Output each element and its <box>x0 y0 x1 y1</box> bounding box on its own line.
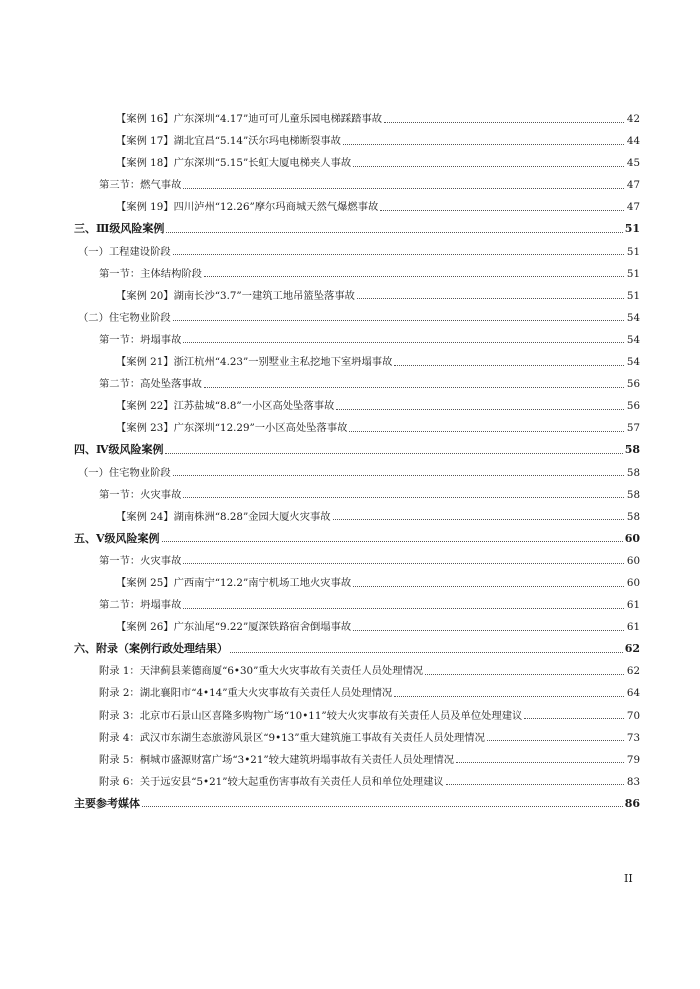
toc-entry-title: 第二节：坍塌事故 <box>99 599 182 612</box>
toc-entry[interactable] <box>74 506 640 528</box>
dot-leader <box>173 475 624 476</box>
dot-leader <box>394 696 624 697</box>
toc-entry[interactable] <box>74 329 640 351</box>
dot-leader <box>353 586 624 587</box>
toc-entry[interactable] <box>74 727 640 749</box>
toc-entry[interactable] <box>74 705 640 727</box>
toc-entry-page: 58 <box>624 443 640 457</box>
toc-entry-page: 42 <box>626 113 640 125</box>
toc-entry[interactable] <box>74 263 640 285</box>
dot-leader <box>456 762 624 763</box>
toc-entry-title: 【案例 24】湖南株洲“8.28”金园大厦火灾事故 <box>116 510 331 523</box>
toc-entry-title: 附录 6：关于远安县“5•21”较大起重伤害事故有关责任人员和单位处理建议 <box>99 775 444 788</box>
toc-entry-title: 第一节：火灾事故 <box>99 554 182 567</box>
toc-entry-page: 51 <box>626 245 640 258</box>
toc-entry[interactable] <box>74 771 640 793</box>
toc-entry-title: 【案例 16】广东深圳“4.17”迪可可儿童乐园电梯踩踏事故 <box>116 113 383 125</box>
toc-entry-page: 86 <box>624 796 640 810</box>
dot-leader <box>173 254 624 255</box>
toc-entry[interactable] <box>74 439 640 461</box>
toc-entry[interactable] <box>74 108 640 130</box>
page-number: II <box>624 872 633 885</box>
dot-leader <box>336 409 624 410</box>
toc-entry-page: 51 <box>624 222 640 236</box>
toc-entry[interactable] <box>74 594 640 616</box>
dot-leader <box>230 652 623 653</box>
dot-leader <box>162 541 623 542</box>
toc-entry-title: 【案例 21】浙江杭州“4.23”一别墅业主私挖地下室坍塌事故 <box>116 356 393 369</box>
toc-entry[interactable] <box>74 616 640 638</box>
toc-entry[interactable] <box>74 307 640 329</box>
dot-leader <box>183 563 624 564</box>
toc-entry-page: 51 <box>626 289 640 302</box>
toc-entry[interactable] <box>74 572 640 594</box>
toc-entry-page: 61 <box>626 599 640 612</box>
toc-entry-page: 62 <box>626 665 640 678</box>
toc-entry-title: 【案例 20】湖南长沙“3.7”一建筑工地吊篮坠落事故 <box>116 289 355 302</box>
toc-entry[interactable] <box>74 484 640 506</box>
toc-entry-title: 【案例 26】广东汕尾“9.22”厦深铁路宿舍倒塌事故 <box>116 621 352 634</box>
toc-entry-title: 【案例 17】湖北宜昌“5.14”沃尔玛电梯断裂事故 <box>116 135 341 148</box>
toc-entry[interactable] <box>74 130 640 152</box>
toc-entry-page: 83 <box>626 775 640 788</box>
dot-leader <box>183 342 624 343</box>
toc-entry-page: 44 <box>626 135 640 148</box>
toc-entry[interactable] <box>74 285 640 307</box>
toc-entry-title: 附录 1：天津蓟县莱德商厦“6•30”重大火灾事故有关责任人员处理情况 <box>99 665 424 678</box>
toc-entry[interactable] <box>74 152 640 174</box>
dot-leader <box>204 387 624 388</box>
toc-entry-title: （一）工程建设阶段 <box>78 245 171 258</box>
dot-leader <box>333 519 624 520</box>
toc-entry-page: 45 <box>626 157 640 170</box>
toc-entry-title: 第一节：主体结构阶段 <box>99 267 202 280</box>
toc-entry-title: 三、Ⅲ级风险案例 <box>74 222 165 236</box>
toc-entry-page: 61 <box>626 621 640 634</box>
toc-entry-title: 四、Ⅳ级风险案例 <box>74 443 164 457</box>
dot-leader <box>343 144 624 145</box>
toc-entry-page: 51 <box>626 267 640 280</box>
dot-leader <box>487 740 624 741</box>
toc-entry[interactable] <box>74 196 640 218</box>
dot-leader <box>524 718 624 719</box>
toc-entry-title: 附录 5：桐城市盛源财富广场“3•21”较大建筑坍塌事故有关责任人员处理情况 <box>99 753 454 766</box>
dot-leader <box>380 210 624 211</box>
toc-entry-page: 58 <box>626 488 640 501</box>
toc-entry-title: 【案例 23】广东深圳“12.29”一小区高处坠落事故 <box>116 422 348 435</box>
toc-entry-page: 60 <box>626 554 640 567</box>
toc-entry-page: 54 <box>626 333 640 346</box>
toc-entry-title: 【案例 25】广西南宁“12.2”南宁机场工地火灾事故 <box>116 576 352 589</box>
dot-leader <box>183 188 624 189</box>
toc-entry-page: 57 <box>626 422 640 435</box>
dot-leader <box>425 674 624 675</box>
toc-entry[interactable] <box>74 793 640 815</box>
toc-entry[interactable] <box>74 218 640 240</box>
dot-leader <box>183 608 624 609</box>
toc-entry-title: 主要参考媒体 <box>74 796 140 810</box>
toc-entry-page: 62 <box>624 642 640 656</box>
dot-leader <box>183 497 624 498</box>
toc-entry[interactable] <box>74 241 640 263</box>
toc-entry-page: 60 <box>626 576 640 589</box>
toc-entry-page: 60 <box>624 531 640 545</box>
toc-entry-title: 【案例 22】江苏盐城“8.8”一小区高处坠落事故 <box>116 400 335 413</box>
dot-leader <box>165 453 622 454</box>
toc-entry-page: 58 <box>626 466 640 479</box>
dot-leader <box>173 320 624 321</box>
toc-entry[interactable] <box>74 550 640 572</box>
toc-entry-page: 54 <box>626 311 640 324</box>
toc-entry-title: 第一节：坍塌事故 <box>99 333 182 346</box>
toc-entry[interactable] <box>74 682 640 704</box>
toc-entry-page: 79 <box>626 753 640 766</box>
toc-entry-title: 六、附录（案例行政处理结果） <box>74 642 228 656</box>
toc-entry-page: 47 <box>626 201 640 214</box>
toc-entry-title: 第三节：燃气事故 <box>99 179 182 192</box>
toc-entry-title: （一）住宅物业阶段 <box>78 466 171 479</box>
toc-entry-page: 56 <box>626 378 640 391</box>
toc-entry-page: 54 <box>626 356 640 369</box>
toc-entry-title: 附录 2：湖北襄阳市“4•14”重大火灾事故有关责任人员处理情况 <box>99 687 393 700</box>
dot-leader <box>349 431 624 432</box>
toc-entry-page: 58 <box>626 510 640 523</box>
toc-entry-title: 第二节：高处坠落事故 <box>99 378 202 391</box>
toc-entry-page: 64 <box>626 687 640 700</box>
toc-entry[interactable] <box>74 373 640 395</box>
dot-leader <box>166 232 622 233</box>
toc-entry-title: （二）住宅物业阶段 <box>78 311 171 324</box>
toc-entry[interactable] <box>74 660 640 682</box>
dot-leader <box>204 276 624 277</box>
toc-entry[interactable] <box>74 749 640 771</box>
dot-leader <box>384 122 624 123</box>
dot-leader <box>142 806 623 807</box>
table-of-contents <box>74 108 640 815</box>
toc-entry-title: 五、Ⅴ级风险案例 <box>74 531 160 545</box>
toc-entry[interactable] <box>74 417 640 439</box>
toc-entry-title: 附录 4：武汉市东湖生态旅游风景区“9•13”重大建筑施工事故有关责任人员处理情况 <box>99 731 485 744</box>
toc-entry[interactable] <box>74 351 640 373</box>
dot-leader <box>446 784 624 785</box>
toc-entry-title: 第一节：火灾事故 <box>99 488 182 501</box>
dot-leader <box>357 298 624 299</box>
toc-entry-page: 73 <box>626 731 640 744</box>
toc-entry-page: 47 <box>626 179 640 192</box>
dot-leader <box>353 630 624 631</box>
toc-entry-page: 56 <box>626 400 640 413</box>
toc-entry[interactable] <box>74 528 640 550</box>
toc-entry-page: 70 <box>626 709 640 722</box>
dot-leader <box>394 365 624 366</box>
toc-entry[interactable] <box>74 638 640 660</box>
toc-entry-title: 附录 3：北京市石景山区喜隆多购物广场“10•11”较大火灾事故有关责任人员及单位处理建议 <box>99 709 523 722</box>
toc-entry[interactable] <box>74 174 640 196</box>
dot-leader <box>353 166 624 167</box>
toc-entry-title: 【案例 18】广东深圳“5.15”长虹大厦电梯夹人事故 <box>116 157 352 170</box>
toc-entry-title: 【案例 19】四川泸州“12.26”摩尔玛商城天然气爆燃事故 <box>116 201 379 214</box>
toc-entry[interactable] <box>74 462 640 484</box>
toc-entry[interactable] <box>74 395 640 417</box>
